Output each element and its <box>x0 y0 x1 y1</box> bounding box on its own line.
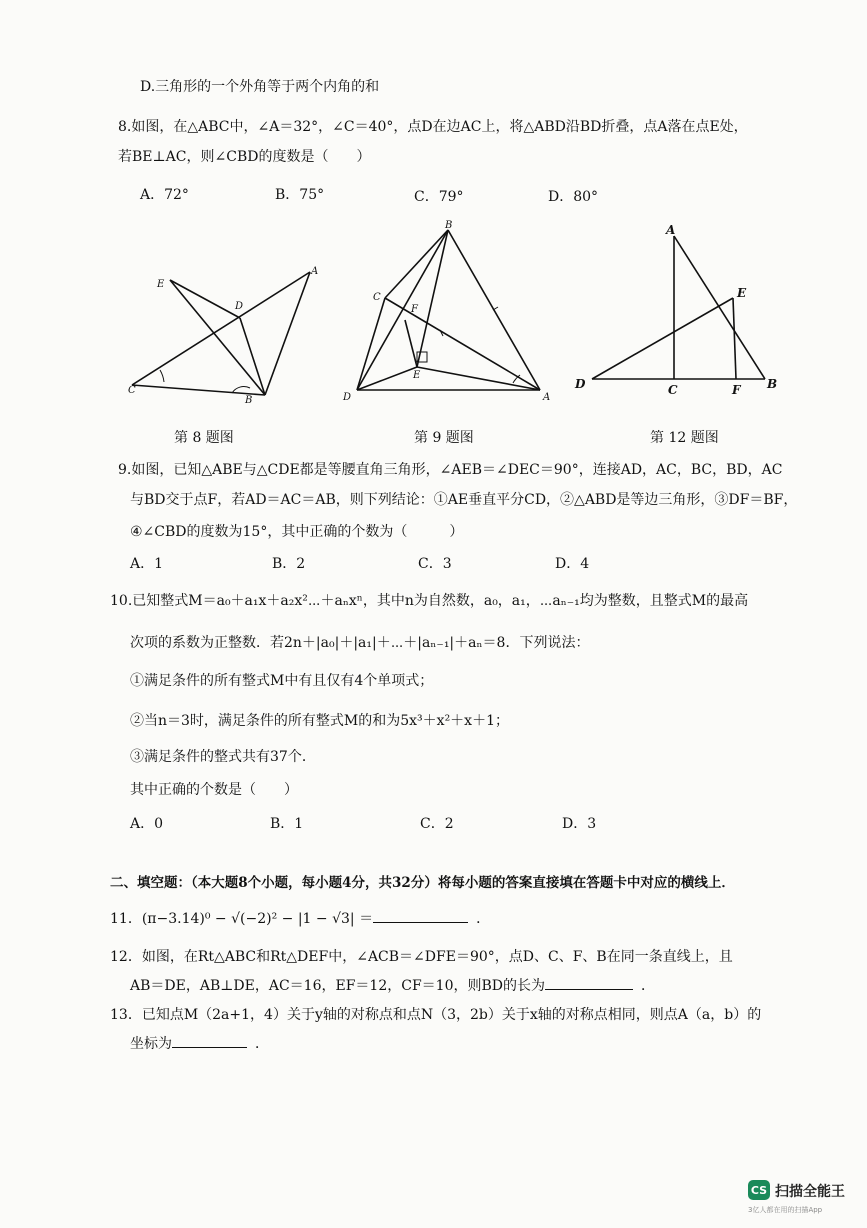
cs-logo-icon: CS <box>748 1180 770 1200</box>
q11-prefix: 11． <box>110 911 142 927</box>
q10-option-a: A．0 <box>130 816 164 832</box>
q11-expression: (π−3.14)⁰ − √(−2)² − |1 − √3| ＝ <box>141 911 374 927</box>
q13-text-line2-wrap <box>130 1033 269 1053</box>
section2-heading: 二、填空题：（本大题8个小题，每小题4分，共32分）将每小题的答案直接填在答题卡中对应的横线上． <box>110 875 735 891</box>
fig12-label-a: A <box>666 223 676 237</box>
fig9-label-b: B <box>445 220 453 231</box>
q13-answer-blank[interactable] <box>172 1033 247 1048</box>
q9-option-d: D．4 <box>555 556 590 572</box>
q10-option-b: B．1 <box>270 816 304 832</box>
figure-9 <box>335 220 555 410</box>
q10-option-d: D．3 <box>562 816 597 832</box>
q13-end: ． <box>255 1036 269 1052</box>
q10-item-3: ③满足条件的整式共有37个． <box>130 749 316 765</box>
q12-text-line1: 12．如图，在Rt△ABC和Rt△DEF中，∠ACB＝∠DFE＝90°，点D、C、F、B在同一条直线上，且 <box>110 949 733 965</box>
fig12-label-c: C <box>668 383 678 397</box>
q13-text-line2: 坐标为 <box>130 1036 172 1052</box>
q10-question: 其中正确的个数是（ ） <box>130 782 298 798</box>
fig9-label-d: D <box>343 392 352 403</box>
fig9-label-f: F <box>411 304 418 315</box>
q9-option-a: A．1 <box>130 556 164 572</box>
fig8-label-a: A <box>311 266 319 277</box>
watermark-name: 扫描全能王 <box>775 1184 845 1200</box>
q10-option-c: C．2 <box>420 816 454 832</box>
fig12-label-f: F <box>732 383 741 397</box>
q8-option-c: C．79° <box>414 189 464 205</box>
fig12-label-e: E <box>737 286 747 300</box>
q8-option-d: D．80° <box>548 189 599 205</box>
q9-text-line3: ④∠CBD的度数为15°，其中正确的个数为（ ） <box>130 524 464 540</box>
fig8-label-e: E <box>157 279 165 290</box>
q9-option-b: B．2 <box>272 556 306 572</box>
fig8-label-b: B <box>245 395 253 406</box>
q10-item-1: ①满足条件的所有整式M中有且仅有4个单项式； <box>130 673 434 689</box>
q9-text-line1: 9.如图，已知△ABE与△CDE都是等腰直角三角形，∠AEB＝∠DEC＝90°，连接AD，AC，BC，BD，AC <box>118 462 783 478</box>
fig12-label-d: D <box>575 377 586 391</box>
q8-option-a: A．72° <box>140 187 189 203</box>
fig8-caption: 第 8 题图 <box>174 430 234 446</box>
fig9-label-e: E <box>413 370 421 381</box>
q12-end: ． <box>641 978 655 994</box>
q10-text-line1: 10.已知整式M＝a₀＋a₁x＋a₂x²⋯＋aₙxⁿ，其中n为自然数，a₀，a₁，⋯aₙ₋₁均为整数，且整式M的最高 <box>110 593 749 609</box>
q11-end: ． <box>476 911 491 927</box>
q11-answer-blank[interactable] <box>373 908 468 923</box>
fig9-label-c: C <box>373 292 381 303</box>
watermark-tagline: 3亿人都在用的扫描App <box>748 1206 823 1214</box>
q8-text-line2: 若BE⊥AC，则∠CBD的度数是（ ） <box>118 149 371 165</box>
fig9-label-a: A <box>543 392 551 403</box>
figure-8 <box>120 260 330 410</box>
q10-item-2: ②当n＝3时，满足条件的所有整式M的和为5x³＋x²＋x＋1； <box>130 713 509 729</box>
q9-text-line2: 与BD交于点F，若AD＝AC＝AB，则下列结论：①AE垂直平分CD，②△ABD是等边三角形，③DF＝BF， <box>130 492 798 508</box>
fig9-caption: 第 9 题图 <box>414 430 474 446</box>
q12-text-line2: AB＝DE，AB⊥DE，AC＝16，EF＝12，CF＝10，则BD的长为 <box>130 978 545 994</box>
q8-option-b: B．75° <box>275 187 325 203</box>
fig8-label-d: D <box>235 301 244 312</box>
q7-option-d: D.三角形的一个外角等于两个内角的和 <box>140 79 380 95</box>
q8-text-line1: 8.如图，在△ABC中，∠A＝32°，∠C＝40°，点D在边AC上，将△ABD沿BD折叠，点A落在点E处， <box>118 119 748 135</box>
q11-line <box>110 908 490 928</box>
fig12-caption: 第 12 题图 <box>650 430 719 446</box>
q13-text-line1: 13．已知点M（2a+1，4）关于y轴的对称点和点N（3，2b）关于x轴的对称点相同，则点A（a，b）的 <box>110 1007 762 1023</box>
fig8-label-c: C <box>128 385 136 396</box>
q12-text-line2-wrap <box>130 975 655 995</box>
q9-option-c: C．3 <box>418 556 452 572</box>
figure-12 <box>570 222 790 402</box>
fig12-label-b: B <box>767 377 778 391</box>
q10-text-line2: 次项的系数为正整数．若2n＋|a₀|＋|a₁|＋⋯＋|aₙ₋₁|＋aₙ＝8．下列说法： <box>130 635 590 651</box>
q12-answer-blank[interactable] <box>545 975 633 990</box>
